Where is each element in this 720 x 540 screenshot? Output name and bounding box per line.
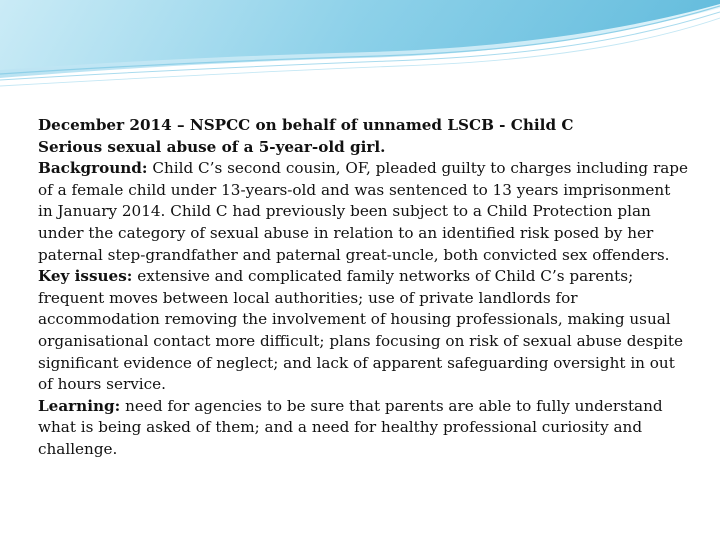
key-issues-paragraph [38,266,688,396]
background-label: Background: [38,159,148,178]
background-paragraph [38,158,688,266]
background-text: Child C’s second cousin, OF, pleaded guilty to charges including rape of a female child under 13-years-old and was sentenced to 13 years imprisonment in January 2014. Child C had previously been subject to a Child Protection plan under the category of sexual abuse in relation to an identified risk posed by her paternal step-grandfather and paternal great-uncle, both convicted sex offenders. [38,159,688,264]
case-subtitle: Serious sexual abuse of a 5-year-old girl. [38,137,386,156]
wave-main-layer [0,0,720,70]
decorative-wave-banner [0,0,720,110]
learning-paragraph [38,396,688,461]
key-issues-label: Key issues: [38,267,133,286]
learning-text: need for agencies to be sure that parents are able to fully understand what is being asked of them; and a need for healthy professional curiosity and challenge. [38,396,663,458]
learning-label: Learning: [38,396,121,415]
case-summary [38,115,688,461]
key-issues-text: extensive and complicated family networks of Child C’s parents; frequent moves between local authorities; use of private landlords for accommodation removing the involvement of housing professionals, making usual organisational contact more difficult; plans focusing on risk of sexual abuse despite significant evidence of neglect; and lack of apparent safeguarding oversight in out of hours service. [38,267,683,394]
header-line: December 2014 – NSPCC on behalf of unnamed LSCB - Child C [38,116,574,134]
